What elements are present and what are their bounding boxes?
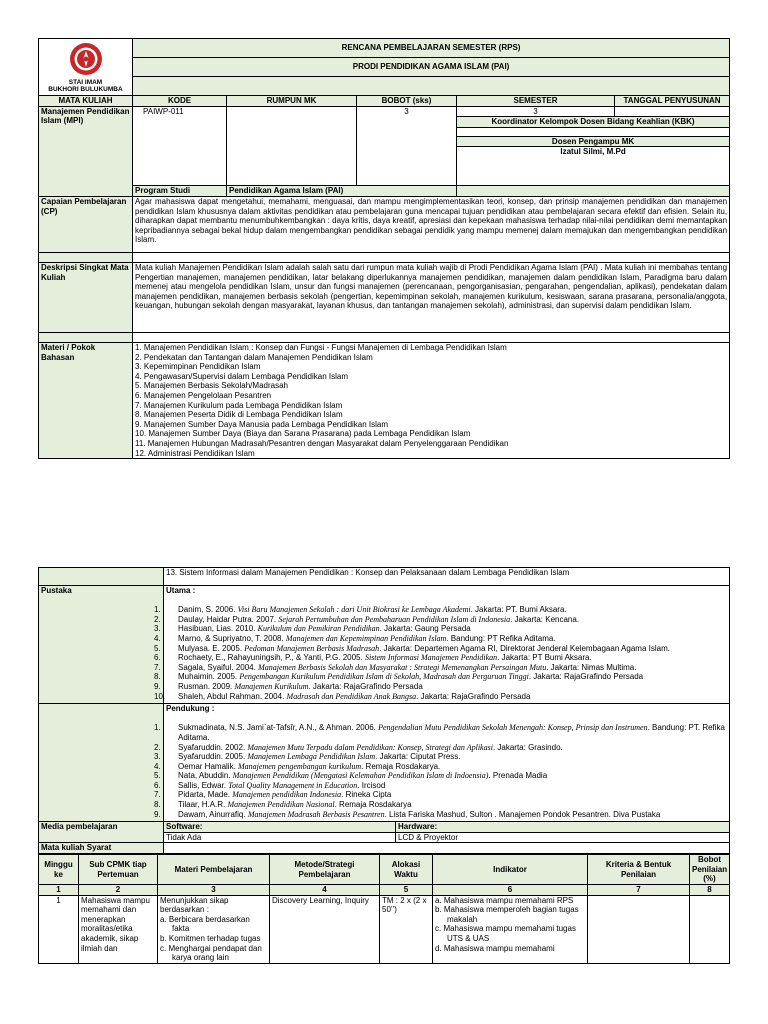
pustaka-utama-list [154,605,727,701]
reference-item: 4. Oemar Hamalik. Manajemen pengembangan kurikulum. Remaja Rosdakarya. [154,761,441,771]
row1-metode: Discovery Learning, Inquiry [270,895,380,963]
row1-materi-item: c. Menghargai pendapat dan karya orang lain [160,943,262,963]
syarat-label: Mata kuliah Syarat [39,843,164,854]
row1-kriteria [588,895,690,963]
pustaka-pendukung-cell [154,704,730,822]
col-rumpun-mk: RUMPUN MK [227,96,357,107]
col-mata-kuliah: MATA KULIAH [39,96,133,107]
cp-text: Agar mahasiswa dapat mengetahui, memahami, menguasai, dan mampu mengimplementasikan teori, konsep, dan prinsip manajemen pendidikan dan manajemen pendidikan Islam khususnya dalam aktivitas pendidikan atau pembelajaran guna mencapai tujuan pendidikan atau pembelajaran secara efektif dan efisien. Selain itu, diharapkan dapat membantu menumbuhkembangkan : daya kritis, daya kreatif, apresiasi dan kepekaan mahasiswa terhadap nilai-nilai pendidikan demi memantapkan kepribadiannya sebagai bekal hidup dalam mengembangkan pendidikan sebagai pendidik yang mampu memenej dalam memajukan dan mengembangkan pendidikan Islam. [133,196,730,252]
pustaka-pendukung-label-cell [39,704,164,822]
cp-label: Capaian Pembelajaran (CP) [39,196,133,252]
reference-item: 10. Shaleh, Abdul Rahman. 2004. Madrasah dan Pendidikan Anak Bangsa. Jakarta: RajaGrafindo Persada [154,691,531,701]
row1-indikator-item: d. Mahasiswa mampu memahami [435,943,555,953]
plan-col-number: 5 [380,885,433,896]
row1-week: 1 [39,895,79,963]
plan-col-number: 3 [158,885,270,896]
plan-header-week: Minggu ke [39,855,79,885]
materi-item: 5. Manajemen Berbasis Sekolah/Madrasah [135,381,288,391]
plan-col-number: 2 [79,885,158,896]
col-kode: KODE [133,96,227,107]
reference-item: 2. Daulay, Haidar Putra. 2007. Sejarah Pertumbuhan dan Pembaharuan Pendidikan Islam di Indonesia. Jakarta: Kencana. [154,614,580,624]
materi-item: 11. Manajemen Hubungan Madrasah/Pesantren dengan Masyarakat dalam Penyelenggaraan Pendidikan [135,438,509,448]
desc-gap [133,332,730,342]
plan-col-number: 1 [39,885,79,896]
plan-col-number: 7 [588,885,690,896]
reference-item: 9. Dawam, Ainurrafiq. Manajemen Madrasah Berbasis Pesantren. Lista Fariska Mashud, Sulton . Manajemen Pondok Pesantren. Diva Pustaka [154,809,661,819]
study-program-label: Program Studi [133,186,227,197]
software-value: Tidak Ada [164,832,396,843]
desc-gap-label [39,332,133,342]
pustaka-utama-cell [154,586,730,704]
materi-label: Materi / Pokok Bahasan [39,342,133,458]
syarat-value [164,843,730,854]
materi-item: 6. Manajemen Pengelolaan Pesantren [135,390,272,400]
row1-indikator [433,895,588,963]
logo-cell [39,39,133,96]
reference-item: 7. Pidarta, Made. Manajemen pendidikan Indonesia. Rineka Cipta [154,790,392,800]
plan-table [38,854,730,964]
reference-item: 7. Sagala, Syaiful. 2004. Manajemen Berbasis Sekolah dan Masyarakat : Strategi Memenangkan Persaingan Mutu. Jakarta: Nimas Multima. [154,662,637,672]
plan-header-bobot: Bobot Penilaian (%) [690,855,730,885]
plan-header-metode: Metode/Strategi Pembelajaran [270,855,380,885]
row1-alokasi: TM : 2 x (2 x 50’’) [380,895,433,963]
pustaka-pendukung-label: Pendukung : [166,704,215,714]
row1-indikator-item: b. Mahasiswa memperoleh bagian tugas makalah [435,905,579,924]
course-code: PAIWP-011 [133,106,227,186]
materi-item: 4. Pengawasan/Supervisi dalam Lembaga Pendidikan Islam [135,371,349,381]
reference-item: 2. Syafaruddin. 2002. Manajemen Mutu Terpadu dalam Pendidikan: Konsep, Strategi dan Aplikasi. Jakarta: Grasindo. [154,742,563,752]
plan-col-number: 6 [433,885,588,896]
plan-header-materi: Materi Pembelajaran [158,855,270,885]
reference-item: 4. Marno, & Supriyatno, T. 2008. Manajemen dan Kepemimpinan Pendidikan Islam. Bandung: PT Refika Aditama. [154,633,556,643]
col-tanggal: TANGGAL PENYUSUNAN [615,96,730,107]
cp-gap-label [39,252,133,262]
row1-indikator-item: c. Mahasiswa mampu memahami tugas UTS & UAS [435,924,576,943]
reference-item: 3. Hasibuan, Lias. 2010. Kurikulum dan Pemikiran Pendidikan. Jakarta: Gaung Persada [154,624,471,634]
materi-item: 2. Pendekatan dan Tantangan dalam Manajemen Pendidikan Islam [135,352,373,362]
row1-materi-intro: Menunjukkan sikap berdasarkan : [160,895,229,915]
course-semester: 3 [457,106,615,117]
row1-indikator-item: a. Mahasiswa mampu memahami RPS [435,895,574,905]
col-bobot: BOBOT (sks) [357,96,457,107]
row1-bobot [690,895,730,963]
reference-item: 5. Mulyasa. E. 2005. Pedoman Manajemen Berbasis Madrasah. Jakarta: Departemen Agama RI, Direktorat Jenderal Kelembagaan Agama Islam. [154,643,670,653]
document-title: RENCANA PEMBELAJARAN SEMESTER (RPS) [133,39,730,58]
materi-item: 1. Manajemen Pendidikan Islam : Konsep dan Fungsi - Fungsi Manajemen di Lembaga Pendidikan Islam [135,342,507,352]
plan-header-alokasi: Alokasi Waktu [380,855,433,885]
kbk-value [457,127,730,136]
course-name: Manajemen Pendidikan Islam (MPI) [39,106,133,196]
row1-subcpmk: Mahasiswa mampu memahami dan menerapkan moralitas/etika akademik, sikap ilmiah dan [79,895,158,963]
course-credits: 3 [357,106,457,186]
materi-cont-label [39,568,164,586]
program-title: PRODI PENDIDIKAN AGAMA ISLAM (PAI) [133,58,730,77]
row1-materi [158,895,270,963]
pustaka-utama-label: Utama : [166,586,196,595]
materi-item: 10. Manajemen Sumber Daya (Biaya dan Sarana Prasarana) pada Lembaga Pendidikan Islam [135,429,471,439]
materi-item: 12. Administrasi Pendidikan Islam [135,448,255,458]
reference-item: 8. Tilaar, H.A.R. Manajemen Pendidikan Nasional. Remaja Rosdakarya [154,800,412,810]
hardware-value: LCD & Proyektor [396,832,730,843]
reference-item: 5. Nata, Abuddin. Manajemen Pendidikan (Mengatasi Kelemahan Pendidikan Islam di Indoensia). Prenada Madia [154,771,548,781]
pustaka-table [38,567,730,854]
reference-item: 6. Rochaety, E., Rahayuningsih, P., & Yanti, P.G. 2005. Sistem Informasi Manajemen Pendidikan. Jakarta: PT Bumi Aksara. [154,653,592,663]
pustaka-pendukung-list [154,723,727,819]
materi-item: 3. Kepemimpinan Pendidikan Islam [135,362,261,372]
materi-item: 9. Manajemen Sumber Daya Manusia pada Lembaga Pendidikan Islam [135,419,389,429]
rps-page-1 [38,38,729,459]
materi-cell [133,342,730,458]
reference-item: 3. Syafaruddin. 2005. Manajemen Lembaga Pendidikan Islam. Jakarta: Ciputat Press. [154,752,461,762]
reference-item: 1. Danim, S. 2006. Visi Baru Manajemen Sekolah : dari Unit Biokrasi ke Lembaga Akademi. Jakarta: PT. Bumi Aksara. [154,605,567,615]
materi-item: 8. Manajemen Peserta Didik di Lembaga Pendidikan Islam [135,410,343,420]
reference-item: 6. Sallis, Edwar. Total Quality Management in Education. Ircisod [154,780,386,790]
desc-label: Deskripsi Singkat Mata Kuliah [39,262,133,332]
study-program-filler [457,186,730,197]
institution-logo [69,42,103,76]
pustaka-label: Pustaka [39,586,164,704]
institution-name-line1: STAI IMAM [68,78,103,86]
study-program-value: Pendidikan Agama Islam (PAI) [227,186,457,197]
header-spacer [133,77,730,96]
materi-item-13: 13. Sistem Informasi dalam Manajemen Pendidikan : Konsep dan Pelaksanaan dalam Lembaga Pendidikan Islam [164,568,730,586]
course-rumpun [227,106,357,186]
rps-page-2 [38,567,729,964]
media-label: Media pembelajaran [39,822,164,843]
software-label: Software: [164,822,396,833]
kbk-label: Koordinator Kelompok Dosen Bidang Keahlian (KBK) [457,117,730,128]
lecturer-name: Izatul Silmi, M.Pd [457,147,730,186]
reference-item: 9. Rusman. 2009. Manajemen Kurikulum. Jakarta: RajaGrafindo Persada [154,681,423,691]
col-semester: SEMESTER [457,96,615,107]
course-date [615,106,730,117]
reference-item: 1. Sukmadinata, N.S. Jami`at-Tafsîr, A.N., & Ahman. 2006. Pengendalian Mutu Pendidikan Sekolah Menengah: Konsep, Prinsip dan Instrumen. Bandung: PT. Refika Aditama. [154,723,725,742]
rps-header-table [38,38,730,459]
hardware-label: Hardware: [396,822,730,833]
plan-col-number: 8 [690,885,730,896]
reference-item: 8. Muhaimin. 2005. Pengembangan Kurikulum Pendidikan Islam di Sekolah, Madrasah dan Perguruan Tinggi. Jakarta: RajaGrafindo Persada [154,672,644,682]
plan-col-number: 4 [270,885,380,896]
row1-materi-item: b. Komitmen terhadap tugas [160,934,261,943]
plan-header-indikator: Indikator [433,855,588,885]
plan-header-kriteria: Kriteria & Bentuk Penilaian [588,855,690,885]
row1-materi-item: a. Berbicara berdasarkan fakta [160,914,250,934]
plan-header-subcpmk: Sub CPMK tiap Pertemuan [79,855,158,885]
lecturer-label: Dosen Pengampu MK [457,136,730,147]
materi-item: 7. Manajemen Kurikulum pada Lembaga Pendidikan Islam [135,400,343,410]
materi-list [135,343,727,458]
institution-name-line2: BUKHORI BULUKUMBA [48,85,123,93]
desc-text: Mata kuliah Manajemen Pendidikan Islam adalah salah satu dari rumpun mata kuliah wajib di Prodi Pendidikan Agama Islam (PAI) . Mata kuliah ini membahas tentang Pengertian manajemen, manajemen pendidikan, latar belakang diperlukannya manajemen pendidikan, manajemen dalam pendidikan Islam, Paradigma baru dalam memenej atau mengelola pendidikan Islam, unsur dan fungsi manajemen (perencanaan, pengorganisasian, pengarahan, pengendalian, aplikasi), pendekatan dalam manajemen pendidikan, manajemen berbasis sekolah (pengertian, kepemimpinan sekolah, manajemen kurikulum, kesiswaan, sarana prasarana, personalia/anggota, keuangan, hubungan sekolah dengan masyarakat, layanan khusus, dan tantangan manajemen sekolah), administrasi, dan supervisi dalam pendidikan Islam. [133,262,730,332]
cp-gap [133,252,730,262]
